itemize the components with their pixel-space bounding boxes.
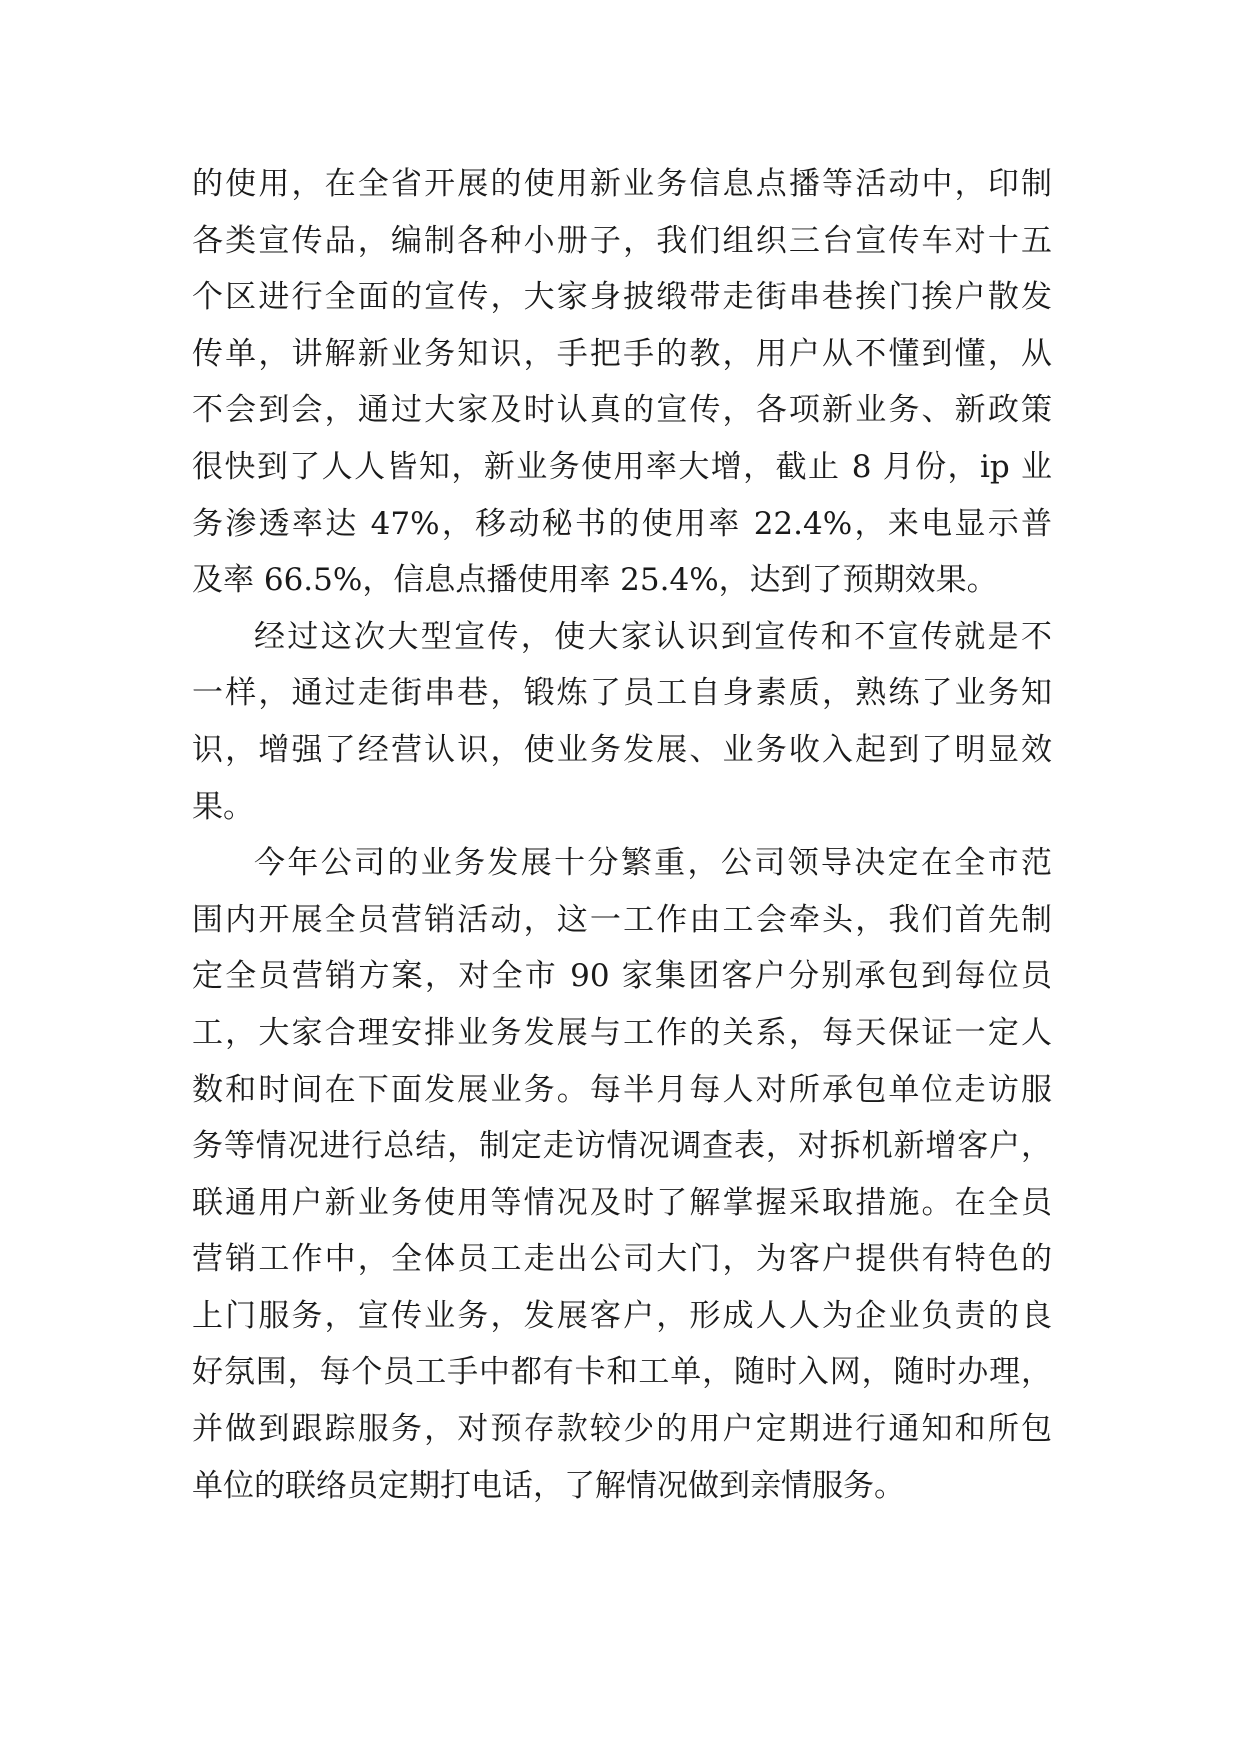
paragraph-3-line-11: 并做到跟踪服务，对预存款较少的用户定期进行通知和所包 [192,1411,1052,1448]
paragraph-1-line-7: 务渗透率达 47%，移动秘书的使用率 22.4%，来电显示普 [192,505,1052,542]
paragraph-3-line-4: 工，大家合理安排业务发展与工作的关系，每天保证一定人 [192,1014,1052,1051]
paragraph-2-line-4: 果。 [192,788,254,825]
paragraph-3-line-12: 单位的联络员定期打电话，了解情况做到亲情服务。 [192,1467,905,1504]
document-body [192,156,1052,1514]
paragraph-1-line-8: 及率 66.5%，信息点播使用率 25.4%，达到了预期效果。 [192,562,998,599]
paragraph-2-line-1: 经过这次大型宣传，使大家认识到宣传和不宣传就是不 [254,618,1052,655]
paragraph-1-line-5: 不会到会，通过大家及时认真的宣传，各项新业务、新政策 [192,392,1052,429]
paragraph-3-line-5: 数和时间在下面发展业务。每半月每人对所承包单位走访服 [192,1071,1052,1108]
paragraph-3-line-10: 好氛围，每个员工手中都有卡和工单，随时入网，随时办理， [192,1354,1052,1391]
paragraph-3-line-3: 定全员营销方案，对全市 90 家集团客户分别承包到每位员 [192,958,1052,995]
paragraph-1-line-2: 各类宣传品，编制各种小册子，我们组织三台宣传车对十五 [192,222,1052,259]
paragraph-3-line-2: 围内开展全员营销活动，这一工作由工会牵头，我们首先制 [192,901,1052,938]
paragraph-3-line-9: 上门服务，宣传业务，发展客户，形成人人为企业负责的良 [192,1297,1052,1334]
paragraph-2-line-3: 识，增强了经营认识，使业务发展、业务收入起到了明显效 [192,731,1052,768]
paragraph-3-line-7: 联通用户新业务使用等情况及时了解掌握采取措施。在全员 [192,1184,1052,1221]
paragraph-1-line-4: 传单，讲解新业务知识，手把手的教，用户从不懂到懂，从 [192,335,1052,372]
paragraph-3-line-6: 务等情况进行总结，制定走访情况调查表，对拆机新增客户， [192,1128,1052,1165]
paragraph-1-line-6: 很快到了人人皆知，新业务使用率大增，截止 8 月份，ip 业 [192,448,1052,485]
paragraph-3-line-1: 今年公司的业务发展十分繁重，公司领导决定在全市范 [254,845,1052,882]
paragraph-1-line-1: 的使用，在全省开展的使用新业务信息点播等活动中，印制 [192,166,1052,202]
paragraph-1-line-3: 个区进行全面的宣传，大家身披缎带走街串巷挨门挨户散发 [192,279,1052,316]
paragraph-3-line-8: 营销工作中，全体员工走出公司大门，为客户提供有特色的 [192,1241,1052,1278]
paragraph-2-line-2: 一样，通过走街串巷，锻炼了员工自身素质，熟练了业务知 [192,675,1052,712]
